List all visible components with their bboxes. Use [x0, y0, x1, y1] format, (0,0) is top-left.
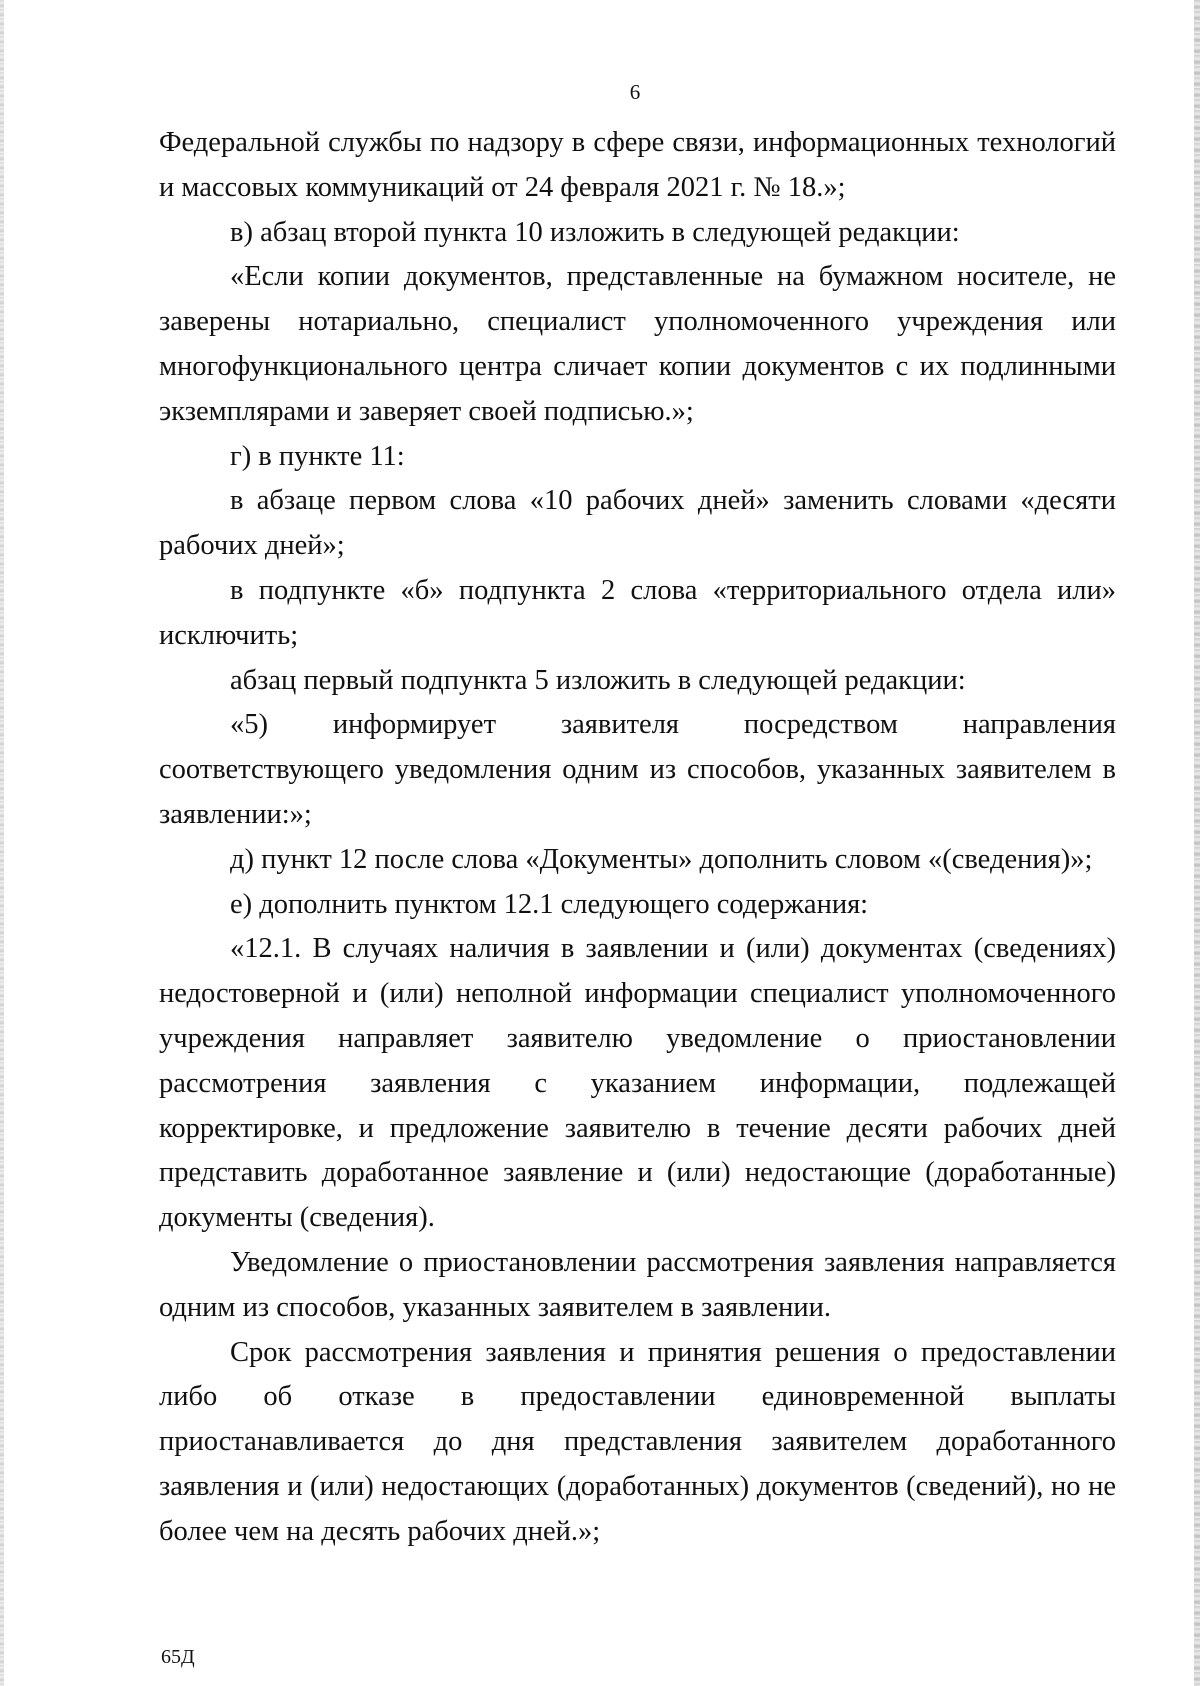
- paragraph: абзац первый подпункта 5 изложить в следующей редакции:: [230, 664, 966, 696]
- paragraph: «5) информирует заявителя посредством направления соответствующего уведомления одним из способов, указанных заявителем в заявлении:»;: [159, 709, 1116, 830]
- paragraph: «Если копии документов, представленные на бумажном носителе, не заверены нотариально, специалист уполномоченного учреждения или многофункционального центра сличает копии документов с их подлинными экземплярами и заверяет своей подписью.»;: [159, 261, 1116, 427]
- paragraph: г) в пункте 11:: [230, 440, 405, 472]
- paragraph: «12.1. В случаях наличия в заявлении и (или) документах (сведениях) недостоверной и (или) неполной информации специалист уполномоченного учреждения направляет заявителю уведомление о приостановлении рассмотрения заявления с указанием информации, подлежащей корректировке, и предложение заявителю в течение десяти рабочих дней представить доработанное заявление и (или) недостающие (доработанные) документы (сведения).: [159, 933, 1116, 1234]
- paragraph: Срок рассмотрения заявления и принятия решения о предоставлении либо об отказе в предоставлении единовременной выплаты приостанавливается до дня представления заявителем доработанного заявления и (или) недостающих (доработанных) документов (сведений), но не более чем на десять рабочих дней.»;: [159, 1336, 1116, 1547]
- paragraph: в) абзац второй пункта 10 изложить в следующей редакции:: [230, 216, 960, 248]
- paragraph: д) пункт 12 после слова «Документы» дополнить словом «(сведения)»;: [230, 843, 1093, 875]
- paragraph: е) дополнить пунктом 12.1 следующего содержания:: [230, 888, 869, 920]
- paragraph: Уведомление о приостановлении рассмотрения заявления направляется одним из способов, указанных заявителем в заявлении.: [159, 1246, 1116, 1323]
- scan-edge-left: [0, 0, 4, 1686]
- paragraph: Федеральной службы по надзору в сфере связи, информационных технологий и массовых коммуникаций от 24 февраля 2021 г. № 18.»;: [159, 127, 1116, 203]
- footer-code: 65Д: [161, 1646, 195, 1668]
- document-body: [159, 121, 1116, 1555]
- paragraph: в подпункте «б» подпункта 2 слова «территориального отдела или» исключить;: [159, 574, 1116, 651]
- paragraph: в абзаце первом слова «10 рабочих дней» заменить словами «десяти рабочих дней»;: [159, 485, 1116, 562]
- page-number: 6: [629, 80, 641, 104]
- scan-edge-right: [1194, 0, 1200, 1686]
